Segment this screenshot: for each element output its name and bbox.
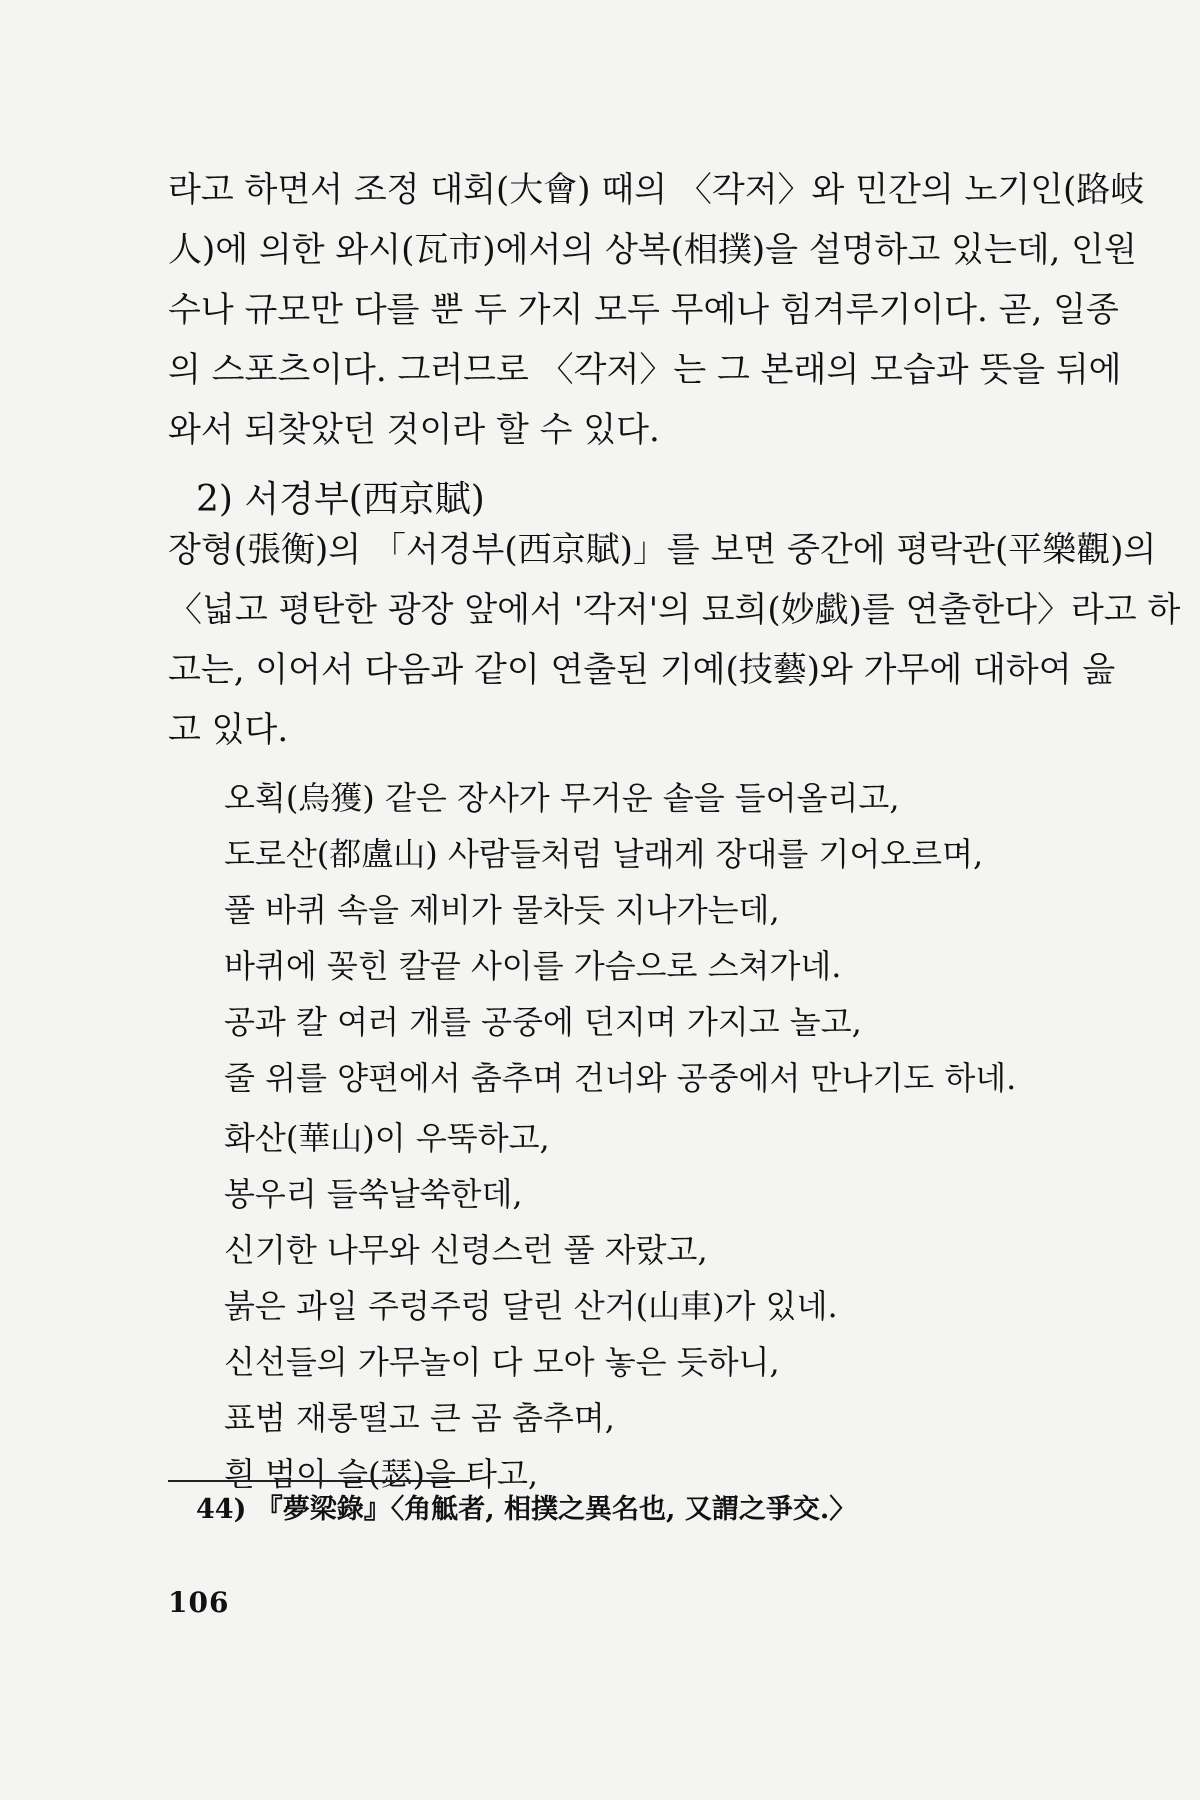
- poem-line: 바퀴에 꽂힌 칼끝 사이를 가슴으로 스쳐가네.: [224, 947, 842, 985]
- paragraph-line: 人)에 의한 와시(瓦市)에서의 상복(相撲)을 설명하고 있는데, 인원: [168, 230, 1137, 270]
- poem-line: 봉우리 들쑥날쑥한데,: [224, 1175, 523, 1213]
- paragraph-line: 〈넓고 평탄한 광장 앞에서 '각저'의 묘희(妙戱)를 연출한다〉라고 하: [168, 590, 1181, 630]
- poem-line: 표범 재롱떨고 큰 곰 춤추며,: [224, 1399, 615, 1437]
- paragraph-line: 와서 되찾았던 것이라 할 수 있다.: [168, 410, 660, 450]
- poem-line: 공과 칼 여러 개를 공중에 던지며 가지고 놀고,: [224, 1003, 862, 1041]
- poem-stanza-1: [224, 770, 1024, 1106]
- paragraph-line: 고 있다.: [168, 710, 289, 750]
- poem-line: 오획(烏獲) 같은 장사가 무거운 솥을 들어올리고,: [224, 779, 900, 817]
- poem-line: 화산(華山)이 우뚝하고,: [224, 1119, 550, 1157]
- footnote: 44) 『夢梁錄』〈角觝者, 相撲之異名也, 又謂之爭交.〉: [196, 1494, 857, 1525]
- body-paragraph-1: [168, 160, 1145, 460]
- poem-line: 줄 위를 양편에서 춤추며 건너와 공중에서 만나기도 하네.: [224, 1059, 1017, 1097]
- poem-line: 도로산(都盧山) 사람들처럼 날래게 장대를 기어오르며,: [224, 835, 984, 873]
- paragraph-line: 장형(張衡)의 「서경부(西京賦)」를 보면 중간에 평락관(平樂觀)의: [168, 530, 1157, 570]
- footnote-divider: [168, 1480, 470, 1482]
- body-paragraph-2: [168, 520, 1181, 760]
- paragraph-line: 라고 하면서 조정 대회(大會) 때의 〈각저〉와 민간의 노기인(路岐: [168, 170, 1145, 210]
- poem-line: 풀 바퀴 속을 제비가 물차듯 지나가는데,: [224, 891, 780, 929]
- poem-line: 붉은 과일 주렁주렁 달린 산거(山車)가 있네.: [224, 1287, 838, 1325]
- page-number: 106: [168, 1586, 230, 1619]
- paragraph-line: 수나 규모만 다를 뿐 두 가지 모두 무예나 힘겨루기이다. 곧, 일종: [168, 290, 1119, 330]
- poem-stanza-2: [224, 1110, 1024, 1502]
- section-heading: 2) 서경부(西京賦): [196, 479, 485, 520]
- paragraph-line: 고는, 이어서 다음과 같이 연출된 기예(技藝)와 가무에 대하여 읊: [168, 650, 1116, 690]
- poem-line: 신기한 나무와 신령스런 풀 자랐고,: [224, 1231, 708, 1269]
- poem-line: 흰 범이 슬(瑟)을 타고,: [224, 1455, 539, 1493]
- paragraph-line: 의 스포츠이다. 그러므로 〈각저〉는 그 본래의 모습과 뜻을 뒤에: [168, 350, 1122, 390]
- poem-line: 신선들의 가무놀이 다 모아 놓은 듯하니,: [224, 1343, 780, 1381]
